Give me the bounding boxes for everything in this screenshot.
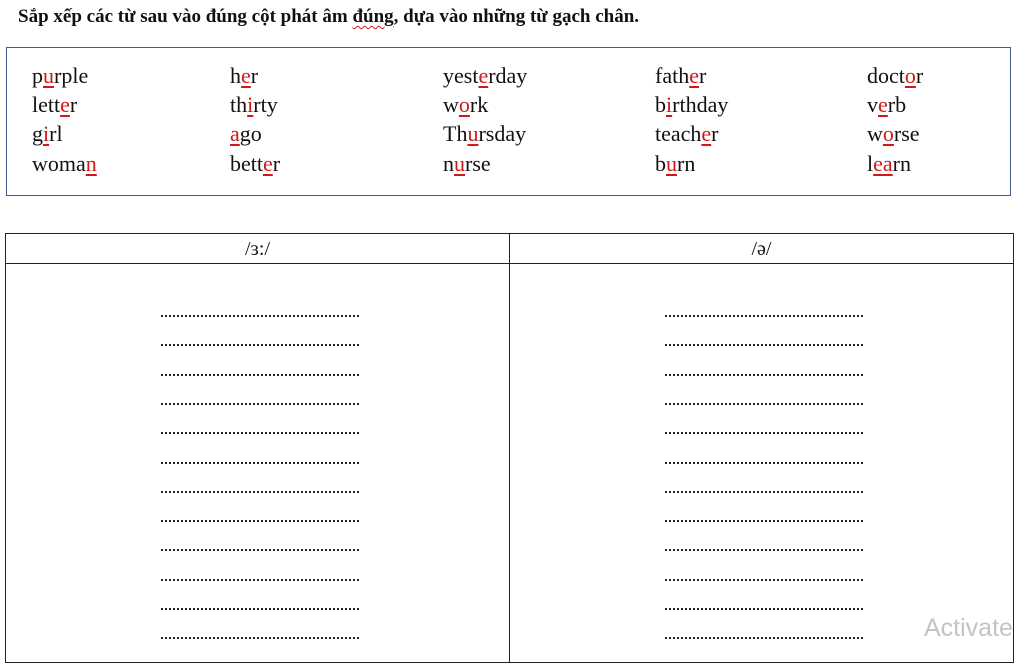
- word-item: [230, 153, 280, 175]
- underlined-letters: i: [247, 92, 254, 117]
- word-item: [230, 94, 278, 116]
- answer-line-schwa: [665, 579, 863, 581]
- underlined-letters: a: [230, 121, 240, 146]
- word-part: rn: [892, 151, 911, 176]
- word-part: r: [250, 63, 259, 88]
- answer-line-er: [161, 432, 359, 434]
- word-item: [867, 65, 923, 87]
- instruction-text: [18, 6, 639, 28]
- word-item: [655, 153, 695, 175]
- word-item: [32, 153, 97, 175]
- word-item: [867, 123, 920, 145]
- underlined-letters: u: [43, 63, 54, 88]
- answer-line-er: [161, 637, 359, 639]
- word-part: rday: [488, 63, 528, 88]
- word-item: [867, 153, 911, 175]
- instruction-spellcheck-word: đúng: [352, 6, 394, 27]
- answer-line-er: [161, 403, 359, 405]
- underlined-letters: u: [454, 151, 465, 176]
- word-item: [443, 65, 527, 87]
- answer-line-er: [161, 520, 359, 522]
- word-item: [230, 123, 262, 145]
- answer-line-er: [161, 579, 359, 581]
- word-part: b: [655, 151, 666, 176]
- word-part: rl: [49, 121, 63, 146]
- header-schwa-sound: /ə/: [751, 238, 772, 260]
- word-part: yest: [443, 63, 479, 88]
- word-part: rsday: [478, 121, 527, 146]
- underlined-letters: o: [904, 63, 916, 88]
- word-item: [32, 123, 63, 145]
- word-part: go: [239, 121, 262, 146]
- word-part: r: [272, 151, 281, 176]
- word-part: rthday: [672, 92, 729, 117]
- underlined-letters: e: [701, 121, 712, 146]
- activate-watermark: Activate: [924, 614, 1013, 642]
- word-item: [655, 65, 706, 87]
- underlined-letters: e: [689, 63, 699, 88]
- underlined-letters: ea: [873, 151, 893, 176]
- word-item: [655, 94, 728, 116]
- answer-line-schwa: [665, 432, 863, 434]
- underlined-letters: e: [878, 92, 888, 117]
- word-part: n: [443, 151, 454, 176]
- word-item: [230, 65, 258, 87]
- word-box: [6, 47, 1011, 196]
- word-item: [443, 153, 491, 175]
- instruction-part-1: Sắp xếp các từ sau vào: [18, 6, 206, 27]
- word-part: w: [443, 92, 459, 117]
- word-item: [32, 94, 77, 116]
- word-item: [443, 94, 488, 116]
- header-er-sound: /ɜ:/: [244, 238, 271, 260]
- underlined-letters: e: [241, 63, 251, 88]
- word-part: rse: [465, 151, 491, 176]
- answer-line-schwa: [665, 315, 863, 317]
- word-part: th: [230, 92, 248, 117]
- word-part: doct: [867, 63, 905, 88]
- word-part: r: [69, 92, 78, 117]
- answer-line-schwa: [665, 549, 863, 551]
- underlined-letters: u: [666, 151, 677, 176]
- answer-line-schwa: [665, 374, 863, 376]
- word-item: [443, 123, 526, 145]
- word-part: woma: [32, 151, 86, 176]
- header-divider: [6, 263, 1013, 264]
- answer-line-schwa: [665, 608, 863, 610]
- underlined-letters: u: [467, 121, 479, 146]
- word-part: g: [32, 121, 43, 146]
- underlined-letters: n: [85, 151, 97, 176]
- word-part: Th: [443, 121, 468, 146]
- answer-line-schwa: [665, 637, 863, 639]
- word-part: w: [867, 121, 883, 146]
- word-part: h: [230, 63, 241, 88]
- word-item: [655, 123, 719, 145]
- underlined-letters: i: [43, 121, 50, 146]
- underlined-letters: e: [60, 92, 70, 117]
- word-item: [32, 65, 88, 87]
- answer-line-er: [161, 344, 359, 346]
- instruction-part-2: đúng cột phát âm: [205, 6, 353, 27]
- underlined-letters: e: [478, 63, 489, 88]
- word-part: fath: [655, 63, 690, 88]
- word-part: rty: [253, 92, 278, 117]
- answer-line-er: [161, 315, 359, 317]
- answer-line-schwa: [665, 520, 863, 522]
- word-part: rn: [677, 151, 696, 176]
- answer-line-er: [161, 491, 359, 493]
- answer-line-er: [161, 374, 359, 376]
- answer-line-schwa: [665, 462, 863, 464]
- word-part: lett: [32, 92, 61, 117]
- underlined-letters: o: [458, 92, 470, 117]
- word-part: l: [867, 151, 874, 176]
- answer-line-schwa: [665, 344, 863, 346]
- word-part: r: [698, 63, 707, 88]
- column-divider: [509, 234, 510, 662]
- underlined-letters: i: [666, 92, 673, 117]
- word-part: r: [915, 63, 924, 88]
- word-part: bett: [230, 151, 263, 176]
- instruction-part-4: , dựa vào những từ gạch chân.: [393, 6, 640, 27]
- answer-line-er: [161, 608, 359, 610]
- answer-line-er: [161, 549, 359, 551]
- word-part: rse: [893, 121, 920, 146]
- word-part: rb: [887, 92, 907, 117]
- word-part: teach: [655, 121, 702, 146]
- answer-line-schwa: [665, 491, 863, 493]
- word-part: p: [32, 63, 43, 88]
- answer-line-schwa: [665, 403, 863, 405]
- underlined-letters: o: [882, 121, 894, 146]
- word-part: rk: [469, 92, 489, 117]
- word-item: [867, 94, 906, 116]
- sound-table: [5, 233, 1014, 663]
- underlined-letters: e: [263, 151, 273, 176]
- word-part: b: [655, 92, 666, 117]
- answer-line-er: [161, 462, 359, 464]
- word-part: r: [711, 121, 719, 146]
- word-part: rple: [54, 63, 89, 88]
- word-part: v: [867, 92, 878, 117]
